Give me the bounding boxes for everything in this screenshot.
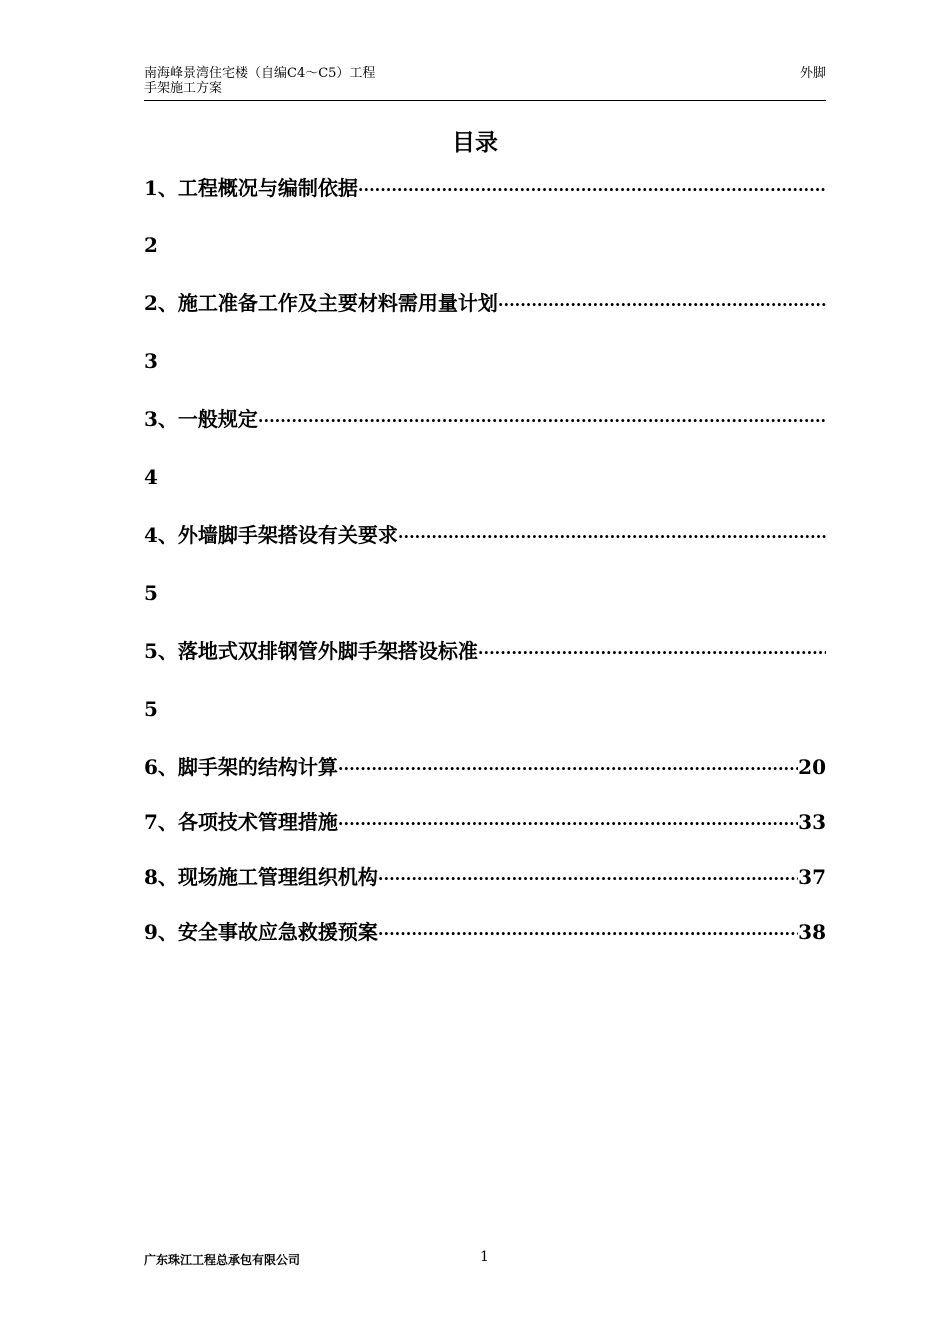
toc-entry-page: 37 — [798, 865, 826, 889]
footer-page-number: 1 — [480, 1249, 489, 1265]
toc-entry-label: 5、落地式双排钢管外脚手架搭设标准 — [144, 639, 478, 663]
toc-leader-dots — [498, 295, 826, 314]
toc-entry-page: 3 — [144, 349, 158, 373]
toc-leader-dots — [378, 924, 798, 943]
toc-entry-page: 33 — [798, 810, 826, 834]
toc-entry-7[interactable] — [144, 806, 826, 832]
toc-entry-6[interactable] — [144, 751, 826, 777]
toc-entry-label: 1、工程概况与编制依据 — [144, 176, 358, 200]
toc-leader-dots — [478, 643, 826, 662]
toc-entry-8[interactable] — [144, 861, 826, 887]
footer-company: 广东珠江工程总承包有限公司 — [144, 1253, 301, 1267]
header-right: 外脚 — [799, 66, 826, 81]
page-header — [144, 66, 826, 101]
toc-entry-label: 7、各项技术管理措施 — [144, 810, 338, 834]
toc-entry-1[interactable] — [144, 172, 826, 198]
toc-leader-dots — [338, 759, 798, 778]
toc-entry-page: 5 — [144, 697, 158, 721]
toc-entry-label: 8、现场施工管理组织机构 — [144, 865, 378, 889]
toc-entry-2[interactable] — [144, 287, 826, 313]
toc-entry-label: 6、脚手架的结构计算 — [144, 755, 338, 779]
toc-entry-5[interactable] — [144, 635, 826, 661]
toc-entry-label: 9、安全事故应急救援预案 — [144, 920, 378, 944]
toc-entry-label: 4、外墙脚手架搭设有关要求 — [144, 523, 398, 547]
toc-entry-page: 38 — [798, 920, 826, 944]
toc-leader-dots — [258, 411, 826, 430]
toc-entry-3[interactable] — [144, 403, 826, 429]
header-project-title: 南海峰景湾住宅楼（自编C4～C5）工程 — [144, 66, 376, 81]
toc-entry-page: 2 — [144, 233, 158, 257]
header-left — [144, 66, 375, 96]
toc-entry-9[interactable] — [144, 916, 826, 942]
toc-entry-label: 2、施工准备工作及主要材料需用量计划 — [144, 291, 498, 315]
toc-entry-label: 3、一般规定 — [144, 407, 258, 431]
toc-leader-dots — [378, 869, 798, 888]
toc-entry-page: 4 — [144, 465, 158, 489]
toc-entry-page: 5 — [144, 581, 158, 605]
toc-leader-dots — [358, 180, 826, 199]
toc-leader-dots — [398, 527, 826, 546]
toc-entry-page: 20 — [798, 755, 826, 779]
header-project-subtitle: 手架施工方案 — [144, 81, 223, 96]
toc-leader-dots — [338, 814, 798, 833]
toc-title: 目录 — [452, 129, 498, 156]
toc-entry-4[interactable] — [144, 519, 826, 545]
